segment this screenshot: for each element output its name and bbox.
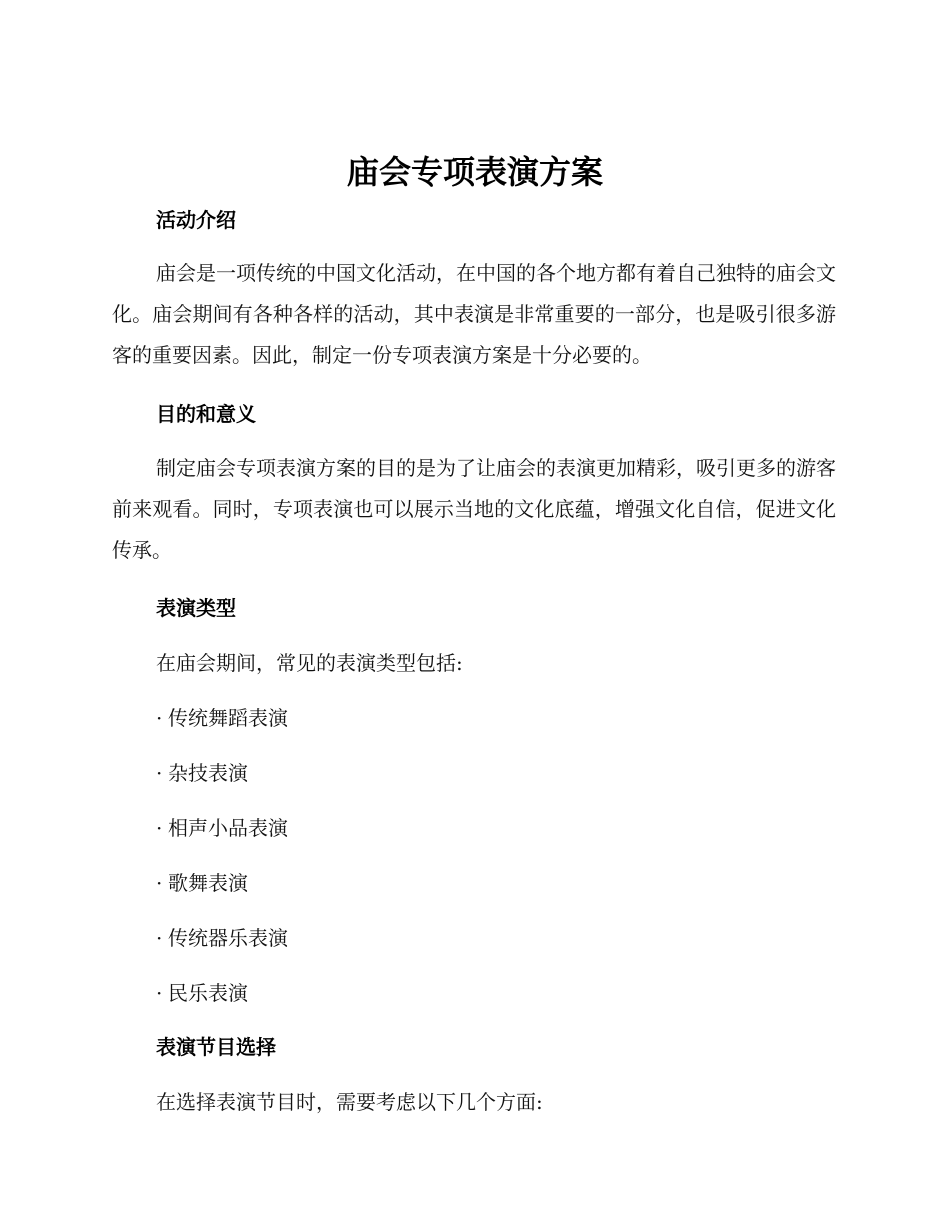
list-item-label: 相声小品表演	[168, 816, 288, 840]
bullet-icon: ·	[156, 816, 163, 840]
list-item-label: 民乐表演	[168, 981, 248, 1005]
list-item	[156, 704, 288, 732]
section-heading-program-selection: 表演节目选择	[156, 1035, 276, 1059]
list-item	[156, 924, 288, 952]
document-title: 庙会专项表演方案	[346, 153, 603, 191]
section-heading-purpose: 目的和意义	[156, 402, 256, 426]
list-item	[156, 869, 248, 897]
list-item	[156, 814, 288, 842]
list-item	[156, 979, 248, 1007]
bullet-icon: ·	[156, 981, 163, 1005]
section-intro-performance-types: 在庙会期间，常见的表演类型包括:	[156, 651, 463, 675]
bullet-icon: ·	[156, 871, 163, 895]
bullet-icon: ·	[156, 926, 163, 950]
bullet-icon: ·	[156, 761, 163, 785]
list-item	[156, 759, 248, 787]
list-item-label: 歌舞表演	[168, 871, 248, 895]
section-heading-activity-intro: 活动介绍	[156, 208, 236, 232]
section-paragraph-activity-intro: 庙会是一项传统的中国文化活动，在中国的各个地方都有着自己独特的庙会文化。庙会期间有各种各样的活动，其中表演是非常重要的一部分，也是吸引很多游客的重要因素。因此，制定一份专项表演方案是十分必要的。	[112, 261, 836, 367]
list-item-label: 杂技表演	[168, 761, 248, 785]
list-item-label: 传统器乐表演	[168, 926, 288, 950]
section-heading-performance-types: 表演类型	[156, 596, 236, 620]
section-paragraph-purpose: 制定庙会专项表演方案的目的是为了让庙会的表演更加精彩，吸引更多的游客前来观看。同时，专项表演也可以展示当地的文化底蕴，增强文化自信，促进文化传承。	[112, 456, 836, 562]
list-item-label: 传统舞蹈表演	[168, 706, 288, 730]
bullet-icon: ·	[156, 706, 163, 730]
section-intro-program-selection: 在选择表演节目时，需要考虑以下几个方面:	[156, 1090, 543, 1114]
